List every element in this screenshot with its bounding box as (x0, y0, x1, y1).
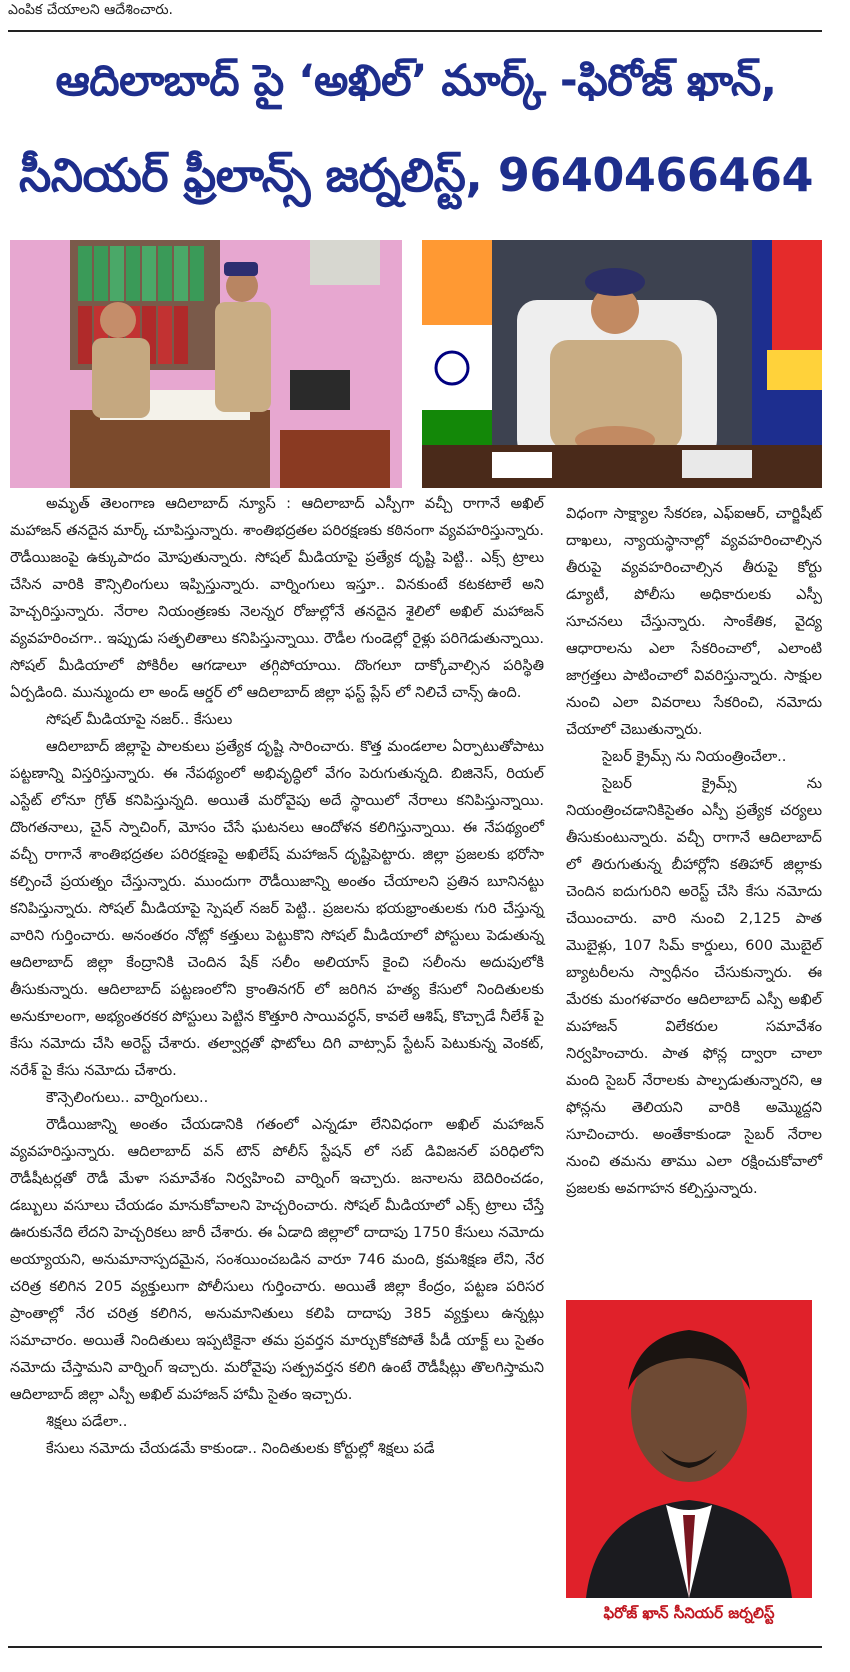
article-left-column (10, 490, 544, 1462)
photo-caption: ఫిరోజ్ ఖాన్ సీనియర్ జర్నలిస్ట్ (603, 1604, 775, 1622)
article-paragraph: రౌడీయిజాన్ని అంతం చేయడానికి గతంలో ఎన్నడూ లేనివిధంగా అఖిల్ మహాజన్ వ్యవహరిస్తున్నారు. ఆదిలాబాద్ వన్ టౌన్ పోలీస్ స్టేషన్ లో సబ్ డివిజనల్ పరిధిలోని రౌడీషీటర్లతో రౌడీ మేళా సమావేశం నిర్వహించి వార్నింగ్ ఇచ్చారు. జనాలను బెదిరించడం, డబ్బులు వసూలు చేయడం మానుకోవాలని హెచ్చరించారు. సోషల్ మీడియాలో ఎక్స్ ట్రాలు చేస్తే ఊరుకునేది లేదని హెచ్చరికలు జారీ చేశారు. ఈ ఏడాది జిల్లాలో దాదాపు 1750 కేసులు నమోదు అయ్యాయని, అనుమానాస్పదమైన, సంశయించబడిన వారూ 746 మంది, క్రమశిక్షణ లేని, నేర చరిత్ర కలిగిన 205 వ్యక్తులుగా పోలీసులు గుర్తించారు. అయితే జిల్లా కేంద్రం, పట్టణ పరిసర ప్రాంతాల్లో నేర చరిత్ర కలిగిన, అనుమానితులు కలిపి దాదాపు 385 వ్యక్తులు ఉన్నట్లు సమాచారం. అయితే నిందితులు ఇప్పటికైనా తమ ప్రవర్తన మార్చుకోకపోతే పీడీ యాక్ట్ లు సైతం నమోదు చేస్తామని వార్నింగ్ ఇచ్చారు. మరోవైపు సత్ప్రవర్తన కలిగి ఉంటే రౌడీషీట్లు తొలగిస్తామని ఆదిలాబాద్ జిల్లా ఎస్పీ అఖిల్ మహాజన్ హామీ సైతం ఇచ్చారు. (10, 1116, 544, 1403)
photo-officer-at-desk (422, 240, 822, 488)
article-subheading: కౌన్సెలింగులు.. వార్నింగులు.. (46, 1089, 209, 1106)
article-subheading: సైబర్ క్రైమ్స్ ను నియంత్రించేలా.. (602, 748, 787, 765)
article-subheading: శిక్షలు పడేలా.. (46, 1413, 128, 1430)
article-paragraph: సైబర్ క్రైమ్స్ ను నియంత్రించడానికిసైతం ఎస్పీ ప్రత్యేక చర్యలు తీసుకుంటున్నారు. వచ్చీ రాగానే ఆదిలాబాద్ లో తిరుగుతున్న బీహార్లోని కతిహార్ జిల్లాకు చెందిన ఐదుగురిని అరెస్ట్ చేసి కేసు నమోదు చేయించారు. వారి నుంచి 2,125 పాత మొబైళ్లు, 107 సిమ్ కార్డులు, 600 మొబైల్ బ్యాటరీలను స్వాధీనం చేసుకున్నారు. ఈ మేరకు మంగళవారం ఆదిలాబాద్ ఎస్పీ అఖిల్ మహాజన్ విలేకరుల సమావేశం నిర్వహించారు. పాత ఫోన్ల ద్వారా చాలా మంది సైబర్ నేరాలకు పాల్పడుతున్నారని, ఆ ఫోన్లను తెలియని వారికి అమ్మొద్దని సూచించారు. అంతేకాకుండా సైబర్ నేరాల నుంచి తమను తాము ఎలా రక్షించుకోవాలో ప్రజలకు అవగాహన కల్పిస్తున్నారు. (566, 775, 822, 1197)
article-paragraph: ఆదిలాబాద్ జిల్లాపై పాలకులు ప్రత్యేక దృష్టి సారించారు. కొత్త మండలాల ఏర్పాటుతోపాటు పట్టణాన్ని విస్తరిస్తున్నారు. ఈ నేపథ్యంలో అభివృద్ధిలో వేగం పెరుగుతున్నది. బిజినెస్, రియల్ ఎస్టేట్ లోనూ గ్రోత్ కనిపిస్తున్నది. అయితే మరోవైపు అదే స్థాయిలో నేరాలు కనిపిస్తున్నాయి. దొంగతనాలు, చైన్ స్నాచింగ్, మోసం చేసే ఘటనలు ఆందోళన కలిగిస్తున్నాయి. ఈ నేపథ్యంలో వచ్చీ రాగానే శాంతిభద్రతల పరిరక్షణపై అఖిలేష్ మహాజన్ దృష్టిపెట్టారు. జిల్లా ప్రజలకు భరోసా కల్పించే ప్రయత్నం చేస్తున్నారు. ముందుగా రౌడీయిజాన్ని అంతం చేయాలని ప్రతిన బూనినట్టు కనిపిస్తున్నారు. సోషల్ మీడియాపై స్పెషల్ నజర్ పెట్టి.. ప్రజలను భయభ్రాంతులకు గురి చేస్తున్న వారిని గుర్తించారు. అనంతరం నోట్లో కత్తులు పెట్టుకొని సోషల్ మీడియాలో పోస్టులు పెడుతున్న ఆదిలాబాద్ జిల్లా కేంద్రానికి చెందిన షేక్ సలీం అలియాస్ కైంచి సలీంను అదుపులోకి తీసుకున్నారు. ఆదిలాబాద్ పట్టణంలోని క్రాంతినగర్ లో జరిగిన హత్య కేసులో నిందితులకు అనుకూలంగా, అభ్యంతరకర పోస్టులు పెట్టిన కొత్తూరి సాయివర్ధన్, కావలే ఆశిష్, కొచ్చాడే నీలేశ్ పై కేసు నమోదు చేసి అరెస్ట్ చేశారు. తల్వార్లతో ఫొటోలు దిగి వాట్సాప్ స్టేటస్ పెటుకున్న వెంకట్, నరేశ్ పై కేసు నమోదు చేశారు. (10, 738, 544, 1079)
article-paragraph: విధంగా సాక్ష్యాల సేకరణ, ఎఫ్ఐఆర్, చార్జిషీట్ దాఖలు, న్యాయస్థానాల్లో వ్యవహరించాల్సిన తీరుపై వ్యవహరించాల్సిన తీరుపై కోర్టు డ్యూటీ, పోలీసు అధికారులకు ఎస్పీ సూచనలు చేస్తున్నారు. సాంకేతిక, వైద్య ఆధారాలను ఎలా సేకరించాలో, ఎలాంటి జాగ్రత్తలు పాటించాలో వివరిస్తున్నారు. సాక్షుల నుంచి ఎలా వివరాలు సేకరించి, నమోదు చేయాలో చెబుతున్నారు. (566, 505, 822, 738)
photo-officers-reviewing-files (10, 240, 402, 488)
headline-line-1: ఆదిలాబాద్ పై ‘అఖిల్’ మార్క్ -ఫిరోజ్ ఖాన్, (55, 56, 777, 106)
bottom-rule (8, 1646, 822, 1648)
top-rule (8, 30, 822, 32)
top-snippet: ఎంపిక చేయాలని ఆదేశించారు. (8, 2, 173, 18)
article-subheading: సోషల్ మీడియాపై నజర్.. కేసులు (46, 711, 233, 728)
article-right-column (566, 500, 822, 1202)
article-paragraph: అమృత్ తెలంగాణ ఆదిలాబాద్ న్యూస్ : ఆదిలాబాద్ ఎస్పీగా వచ్చీ రాగానే అఖిల్ మహాజన్ తనదైన మార్క్ చూపిస్తున్నారు. శాంతిభద్రతల పరిరక్షణకు కఠినంగా వ్యవహరిస్తున్నారు. రౌడీయిజంపై ఉక్కుపాదం మోపుతున్నారు. సోషల్ మీడియాపై ప్రత్యేక దృష్టి పెట్టి.. ఎక్స్ ట్రాలు చేసిన వారికి కౌన్సిలింగులు ఇప్పిస్తున్నారు. వార్నింగులు ఇస్తూ.. వినకుంటే కటకటాలే అని హెచ్చరిస్తున్నారు. నేరాల నియంత్రణకు నెలన్నర రోజుల్లోనే తనదైన శైలిలో అఖిల్ మహాజన్ వ్యవహరించగా.. ఇప్పుడు సత్ఫలితాలు కనిపిస్తున్నాయి. రౌడీల గుండెల్లో రైళ్లు పరిగెడుతున్నాయి. సోషల్ మీడియాలో పోకిరీల ఆగడాలూ తగ్గిపోయాయి. దొంగలూ దాక్కోవాల్సిన పరిస్థితి ఏర్పడింది. మున్ముందు లా అండ్ ఆర్డర్ లో ఆదిలాబాద్ జిల్లా ఫస్ట్ ప్లేస్ లో నిలిచే చాన్స్ ఉంది. (10, 495, 544, 701)
photo-journalist-portrait (566, 1300, 812, 1598)
headline-line-2: సీనియర్ ఫ్రీలాన్స్ జర్నలిస్ట్, 9640466464 (19, 148, 813, 202)
article-paragraph: కేసులు నమోదు చేయడమే కాకుండా.. నిందితులకు కోర్టుల్లో శిక్షలు పడే (46, 1440, 435, 1457)
